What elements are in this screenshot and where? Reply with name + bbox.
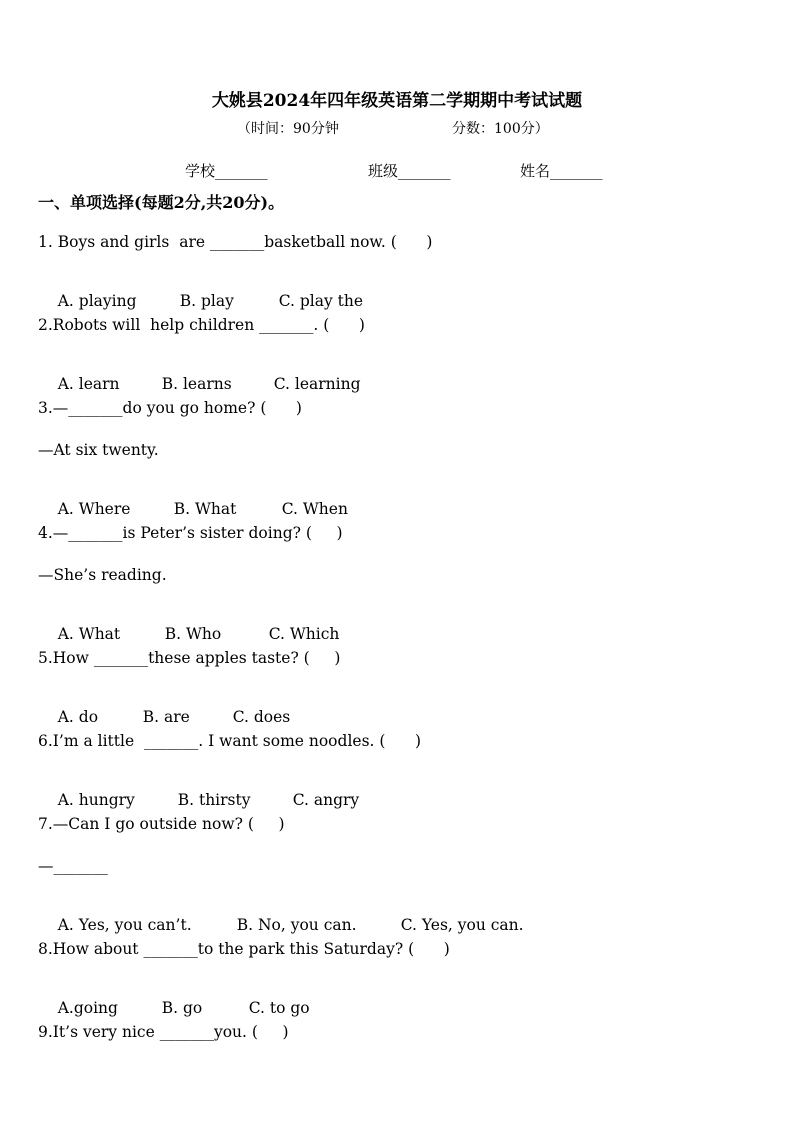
- option-a: A.going: [57, 999, 118, 1017]
- option-b: B. play: [179, 292, 234, 310]
- option-c: C. angry: [292, 791, 360, 809]
- option-c: C. When: [281, 500, 348, 518]
- option-a: A. What: [57, 625, 121, 643]
- exam-score: 分数：100分）: [452, 121, 549, 137]
- option-a: A. Yes, you can’t.: [57, 916, 192, 934]
- option-b: B. learns: [161, 375, 232, 393]
- option-c: C. does: [232, 708, 291, 726]
- option-b: B. go: [161, 999, 203, 1017]
- option-c: C. Which: [268, 625, 340, 643]
- question-5: 5.How _______these apples taste? ( ): [38, 649, 341, 667]
- option-a: A. hungry: [57, 791, 135, 809]
- question-6: 6.I’m a little _______. I want some noodles. ( ): [38, 732, 422, 750]
- class-field: 班级_______: [368, 162, 451, 180]
- name-field: 姓名_______: [520, 162, 603, 180]
- exam-time: （时间：90分钟: [237, 121, 339, 137]
- option-c: C. learning: [273, 375, 361, 393]
- question-1: 1. Boys and girls are _______basketball now. ( ): [38, 233, 433, 251]
- option-c: C. to go: [248, 999, 310, 1017]
- question-4: 4.—_______is Peter’s sister doing? ( ): [38, 524, 343, 542]
- question-3-answer: —At six twenty.: [38, 441, 159, 459]
- question-4-answer: —She’s reading.: [38, 566, 167, 584]
- question-2: 2.Robots will help children _______. ( ): [38, 316, 365, 334]
- option-a: A. playing: [57, 292, 137, 310]
- option-b: B. Who: [164, 625, 222, 643]
- section-title: 一、单项选择(每题2分,共20分)。: [38, 193, 285, 212]
- question-7-answer: —_______: [38, 857, 108, 875]
- option-c: C. play the: [278, 292, 364, 310]
- option-a: A. learn: [57, 375, 120, 393]
- option-a: A. do: [57, 708, 99, 726]
- question-9: 9.It’s very nice _______you. ( ): [38, 1023, 289, 1041]
- option-b: B. No, you can.: [236, 916, 357, 934]
- option-b: B. What: [173, 500, 237, 518]
- option-c: C. Yes, you can.: [400, 916, 524, 934]
- option-b: B. are: [142, 708, 190, 726]
- question-3: 3.—_______do you go home? ( ): [38, 399, 302, 417]
- option-b: B. thirsty: [177, 791, 251, 809]
- exam-title: 大姚县2024年四年级英语第二学期期中考试试题: [211, 91, 583, 111]
- school-field: 学校_______: [185, 162, 268, 180]
- option-a: A. Where: [57, 500, 131, 518]
- question-7: 7.—Can I go outside now? ( ): [38, 815, 285, 833]
- question-8: 8.How about _______to the park this Saturday? ( ): [38, 940, 450, 958]
